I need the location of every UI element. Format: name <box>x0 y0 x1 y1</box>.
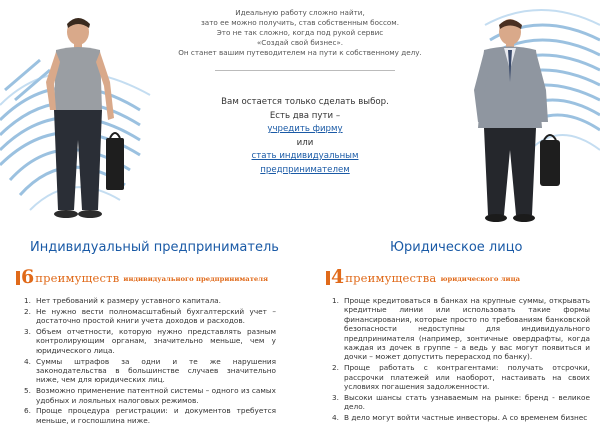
advantages-count-badge: 6 <box>16 269 34 285</box>
choice-line-1: Вам остается только сделать выбор. <box>221 97 389 107</box>
advantages-heading-left <box>16 266 269 288</box>
advantages-word: преимущества <box>345 271 437 285</box>
man-suit-figure <box>462 10 572 230</box>
list-item: 1. Проще кредитоваться в банках на крупные суммы, открывать кредитные линии или использовать такие формы финансирования, которые просто по требованиям банковской безопасности недоступны для индивидуального предпринимателя (например, зонтичные овердрафты, когда каждая из дочек в группе – а ведь у вас могут появиться и дочки – может допустить перерасход по банку). <box>332 296 590 362</box>
intro-line: Это не так сложно, когда под рукой сервис <box>216 28 384 37</box>
list-item: 3. Высоки шансы стать узнаваемым на рынке: бренд - великое дело. <box>332 392 590 412</box>
intro-text <box>170 8 430 58</box>
legal-entity-advantages-list <box>332 296 590 424</box>
list-item: 5. Возможно применение патентной системы – одного из самых удобных и лояльных налоговых режимов. <box>24 386 276 405</box>
legal-entity-title: Юридическое лицо <box>390 240 523 255</box>
intro-divider <box>215 70 395 71</box>
become-entrepreneur-link-1[interactable]: стать индивидуальным <box>251 151 359 161</box>
advantages-subtitle: юридического лица <box>440 275 521 283</box>
list-item: 6. Проще процедура регистрации: и документов требуется меньше, и госпошлина ниже. <box>24 406 276 425</box>
intro-line: Идеальную работу сложно найти, <box>235 8 365 17</box>
list-item: 1. Нет требований к размеру уставного капитала. <box>24 296 221 305</box>
advantages-heading-right <box>326 266 521 288</box>
establish-company-link[interactable]: учредить фирму <box>267 124 343 134</box>
choice-line-2: Есть два пути – <box>269 110 341 121</box>
list-item: 3. Объем отчетности, которую нужно представлять разным контролирующим органам, значительно меньше, чем у юридического лица. <box>24 327 276 355</box>
advantages-word: преимуществ <box>35 271 120 285</box>
choice-block <box>195 96 415 177</box>
advantages-subtitle: индивидуального предпринимателя <box>123 275 269 283</box>
individual-entrepreneur-title: Индивидуальный предприниматель <box>30 240 279 255</box>
intro-line: зато ее можно получить, став собственным боссом. <box>200 18 399 27</box>
list-item: 2. Не нужно вести полномасштабный бухгалтерский учет – достаточно простой книги учета доходов и расходов. <box>24 306 276 326</box>
intro-line: Он станет вашим путеводителем на пути к собственному делу. <box>178 48 422 57</box>
man-casual-figure <box>30 10 140 230</box>
individual-advantages-list <box>24 296 276 427</box>
list-item: 2. Проще работать с контрагентами: получать отсрочки, рассрочки платежей или наоборот, настаивать на своих условиях погашения задолженности. <box>332 363 590 392</box>
intro-line: «Создай свой бизнес». <box>256 38 344 47</box>
choice-or: или <box>296 137 314 148</box>
become-entrepreneur-link-2[interactable]: предпринимателем <box>260 164 350 175</box>
advantages-count-badge: 4 <box>326 269 344 285</box>
list-item: 4. В дело могут войти частные инвесторы. А со временем бизнес <box>332 413 588 423</box>
list-item: 4. Суммы штрафов за одни и те же нарушения законодательства в большинстве случаев значительно ниже, чем для юридических лиц. <box>24 356 276 385</box>
